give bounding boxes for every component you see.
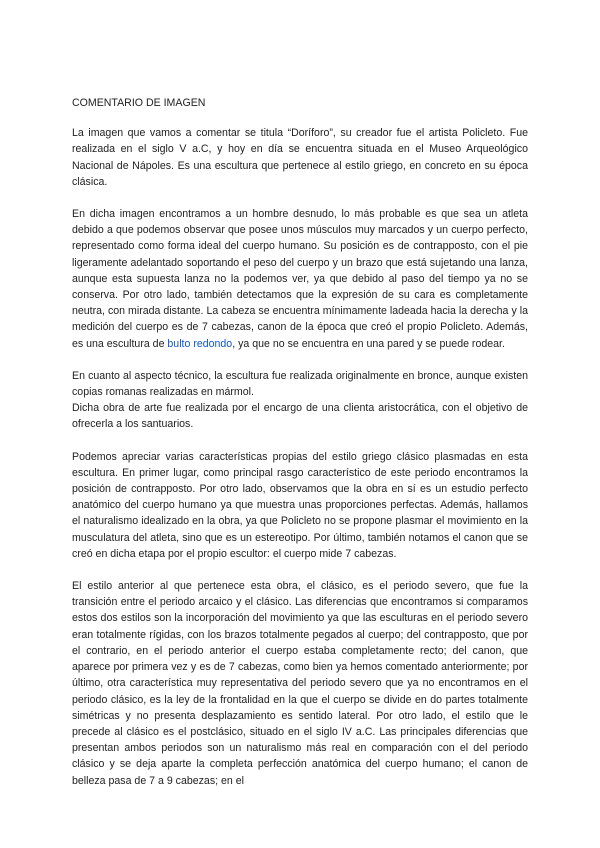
document-body: [72, 95, 528, 805]
paragraph-introduction: La imagen que vamos a comentar se titula “Doríforo”, su creador fue el artista Policleto. Fue realizada en el siglo V a.C, y hoy en día se encuentra situada en el Museo Arqueológico Nacional de Nápoles. Es una escultura que pertenece al estilo griego, en concreto en su época clásica.: [72, 127, 528, 188]
paragraph-commission: Dicha obra de arte fue realizada por el encargo de una clienta aristocrática, con el objetivo de ofrecerla a los santuarios.: [72, 402, 528, 431]
paragraph-description: [72, 206, 528, 352]
bulto-redondo-link[interactable]: bulto redondo: [167, 337, 233, 350]
paragraph-technique: En cuanto al aspecto técnico, la escultura fue realizada originalmente en bronce, aunque existen copias romanas realizadas en mármol.: [72, 369, 528, 399]
paragraph-description-end: , ya que no se encuentra en una pared y se puede rodear.: [232, 337, 505, 350]
paragraph-styles-comparison: El estilo anterior al que pertenece esta obra, el clásico, es el periodo severo, que fue la transición entre el periodo arcaico y el clásico. Las diferencias que encontramos si comparamos estos dos estilos son la incorporación del movimiento ya que las esculturas en el periodo severo eran totalmente rígidas, con los brazos totalmente pegados al cuerpo; del contrapposto, que por el contrario, en el periodo anterior el cuerpo estaba completamente recto; del canon, que aparece por primera vez y es de 7 cabezas, como bien ya hemos comentado anteriormente; por último, otra característica muy representativa del periodo severo que ya no encontramos en el periodo clásico, es la ley de la frontalidad en la que el cuerpo se divide en do partes totalmente simétricas y no presenta desplazamiento es sentido lateral. Por otro lado, el estilo que le precede al clásico es el postclásico, situado en el siglo IV a.C. Las principales diferencias que presentan ambos periodos son un naturalismo más real en comparación con el del periodo clásico y se deja aparte la completa perfección anatómica del cuerpo humano; el canon de belleza pasa de 7 a 9 cabezas; en el: [72, 580, 528, 787]
paragraph-description-text: En dicha imagen encontramos a un hombre desnudo, lo más probable es que sea un atleta debido a que podemos observar que posee unos músculos muy marcados y un cuerpo perfecto, representado como forma ideal del cuerpo humano. Su posición es de contrapposto, con el pie ligeramente adelantado soportando el peso del cuerpo y un brazo que está sujetando una lanza, aunque esta supuesta lanza no la podemos ver, ya que debido al paso del tiempo ya no se conserva. Por otro lado, también detectamos que la expresión de su cara es completamente neutra, con mirada distante. La cabeza se encuentra mínimamente ladeada hacia la derecha y la medición del cuerpo es de 7 cabezas, canon de la época que creó el propio Policleto. Además, es una escultura de: [72, 208, 528, 350]
paragraph-characteristics: Podemos apreciar varias características propias del estilo griego clásico plasmadas en esta escultura. En primer lugar, como principal rasgo característico de este periodo encontramos la posición de contrapposto. Por otro lado, observamos que la obra en sí es un estudio perfecto anatómico del cuerpo humano ya que muestra unas proporciones perfectas. Además, hallamos el naturalismo idealizado en la obra, ya que Policleto no se propone plasmar el movimiento en la musculatura del atleta, sino que es un estereotipo. Por último, también notamos el canon que se creó en dicha etapa por el propio escultor: el cuerpo mide 7 cabezas.: [72, 450, 528, 560]
document-title: COMENTARIO DE IMAGEN: [72, 97, 206, 109]
